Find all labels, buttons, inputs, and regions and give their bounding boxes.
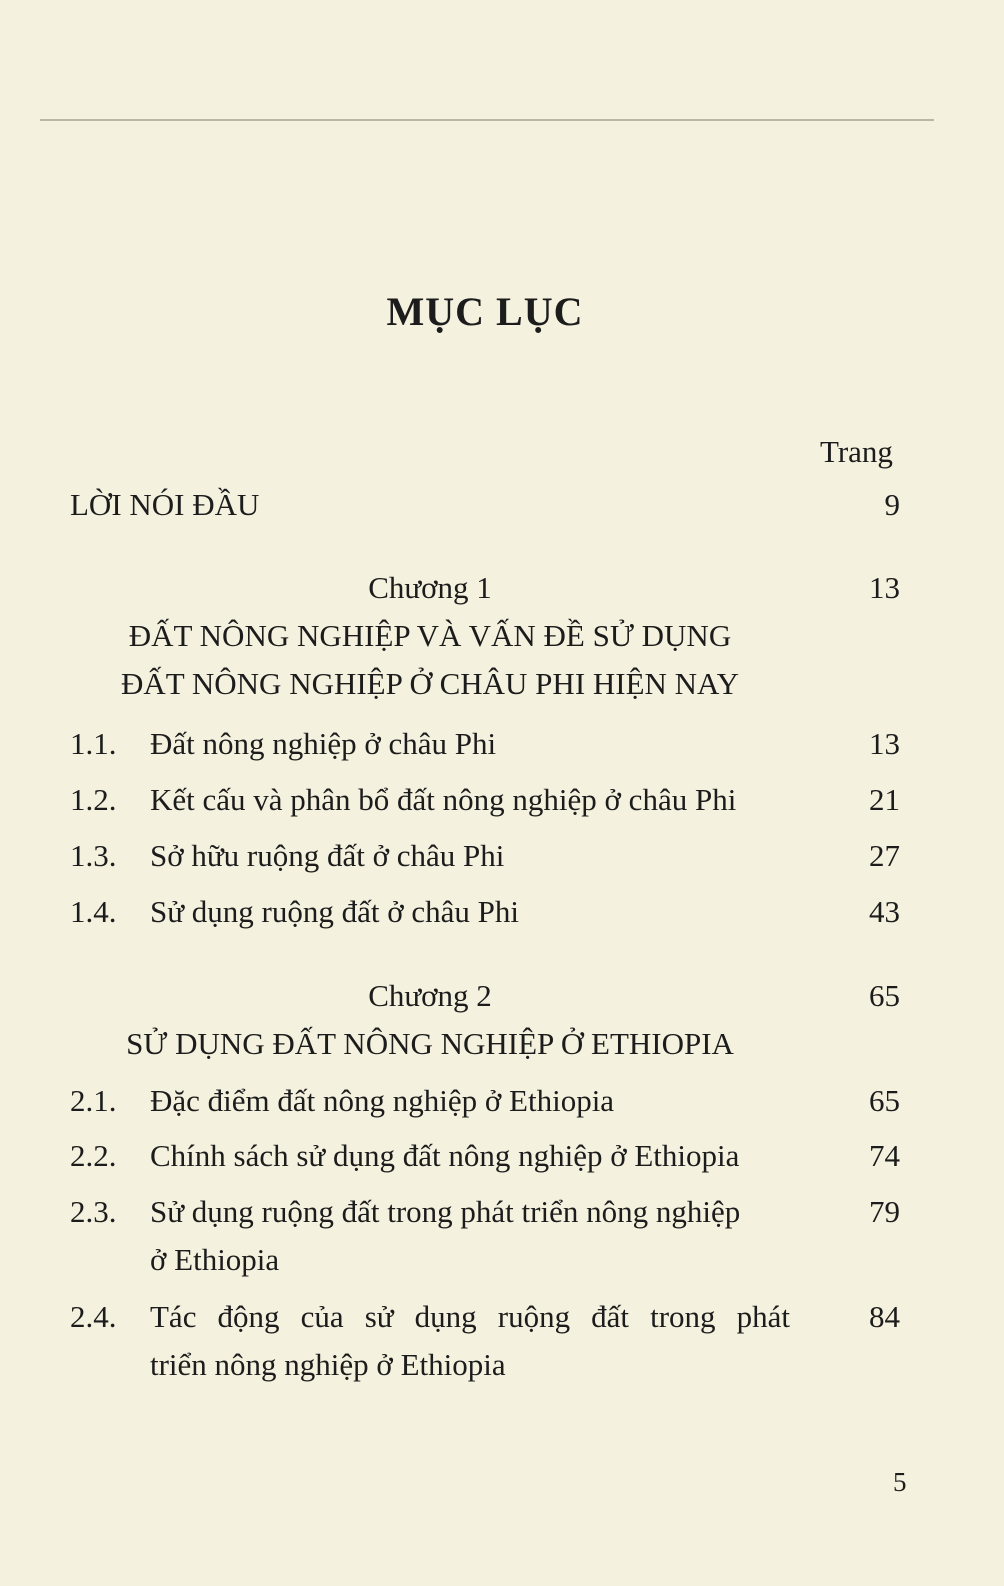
section-number: 2.4. [70,1299,117,1334]
chapter2-heading: Chương 2 [368,978,492,1013]
section-title: Sở hữu ruộng đất ở châu Phi [150,838,505,873]
section-page: 43 [869,894,900,929]
chapter1-page: 13 [869,570,900,605]
chapter1-title-line1: ĐẤT NÔNG NGHIỆP VÀ VẤN ĐỀ SỬ DỤNG [128,618,732,653]
section-title: Chính sách sử dụng đất nông nghiệp ở Ethiopia [150,1138,740,1173]
section-title-line2: triển nông nghiệp ở Ethiopia [150,1347,506,1382]
section-number: 1.3. [70,838,117,873]
section-title: Đất nông nghiệp ở châu Phi [150,726,497,761]
chapter1-title-line2: ĐẤT NÔNG NGHIỆP Ở CHÂU PHI HIỆN NAY [121,666,739,701]
section-title: Kết cấu và phân bổ đất nông nghiệp ở châu Phi [150,782,737,817]
section-page: 65 [869,1083,900,1118]
section-page: 79 [869,1194,900,1229]
section-number: 1.1. [70,726,117,761]
section-number: 2.2. [70,1138,117,1173]
page-number: 5 [893,1467,907,1497]
section-number: 2.3. [70,1194,117,1229]
chapter2-page: 65 [869,978,900,1013]
preface-page: 9 [884,487,900,522]
preface-label: LỜI NÓI ĐẦU [70,487,260,522]
section-page: 74 [869,1138,900,1173]
header-rule [40,119,934,121]
chapter2-title-line1: SỬ DỤNG ĐẤT NÔNG NGHIỆP Ở ETHIOPIA [126,1026,734,1061]
section-page: 27 [869,838,900,873]
section-number: 1.4. [70,894,117,929]
section-title: Đặc điểm đất nông nghiệp ở Ethiopia [150,1083,615,1118]
page-column-label: Trang [820,434,893,469]
section-title-line1: Sử dụng ruộng đất trong phát triển nông nghiệp [150,1194,741,1229]
section-page: 21 [869,782,900,817]
section-title: Sử dụng ruộng đất ở châu Phi [150,894,520,929]
toc-title: MỤC LỤC [386,289,584,334]
section-title-line2: ở Ethiopia [150,1242,280,1277]
section-title-line1: Tác động của sử dụng ruộng đất trong phát [150,1299,790,1334]
section-number: 2.1. [70,1083,117,1118]
section-page: 84 [869,1299,900,1334]
section-number: 1.2. [70,782,117,817]
chapter1-heading: Chương 1 [368,570,492,605]
section-page: 13 [869,726,900,761]
